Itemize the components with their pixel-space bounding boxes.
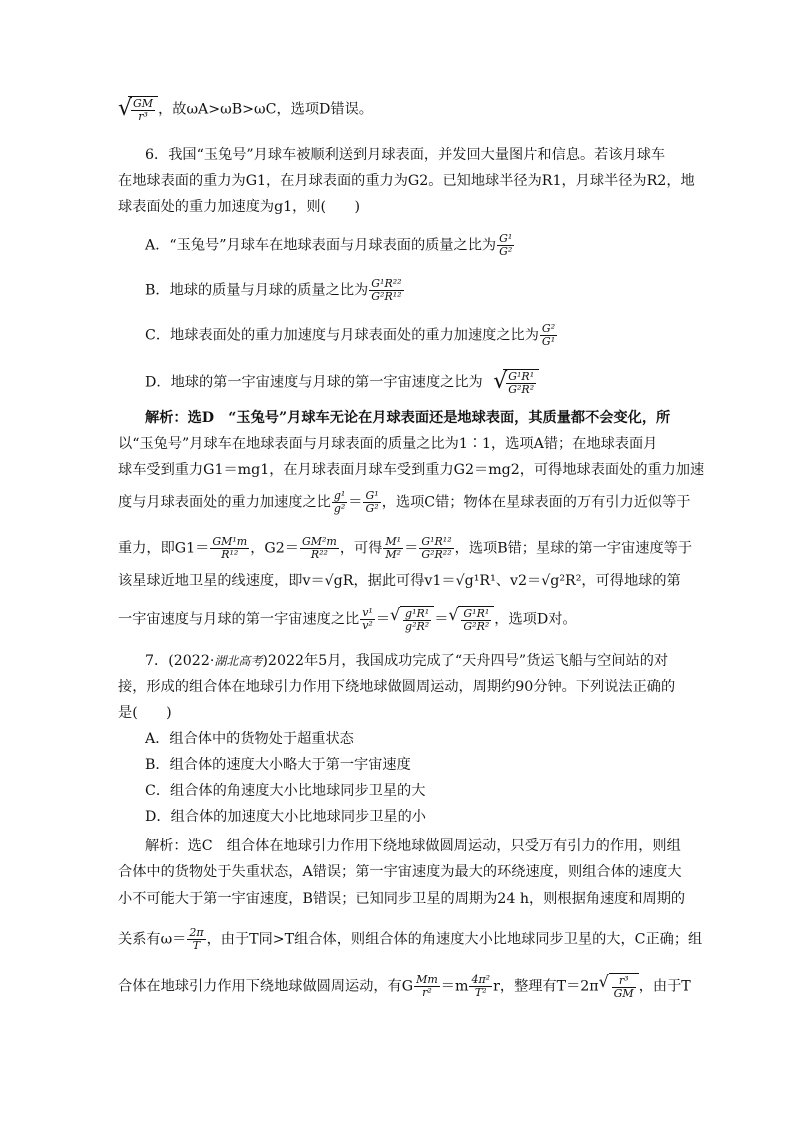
q6-stem-line3: 球表面处的重力加速度为g1，则( ) bbox=[118, 199, 360, 215]
q6-option-b bbox=[145, 278, 405, 303]
q7-analysis-line3: 小不可能大于第一宇宙速度，B错误；已知同步卫星的周期为24 h，则根据角速度和周期的 bbox=[118, 891, 686, 907]
q6-option-d-label: D．地球的第一宇宙速度与月球的第一宇宙速度之比为 bbox=[145, 374, 483, 391]
q7-source-tag: 湖北高考 bbox=[214, 654, 263, 668]
q6-stem-line2: 在地球表面的重力为G1，在月球表面的重力为G2。已知地球半径为R1，月球半径为R2，地 bbox=[118, 173, 695, 189]
q6-option-c-frac: $\frac{\text{G²}}{\text{G¹}}$ bbox=[541, 322, 556, 348]
sqrt-gm-r3: √ $\frac{GM}{\text{r³}}$ bbox=[118, 96, 158, 123]
top-tail-line bbox=[118, 96, 373, 123]
q6-analysis-line4: 度与月球表面处的重力加速度之比 $\frac{\text{g¹}}{\text{g²}}$ ＝ $\frac{\text{G¹}}{\text{G²}}$ ，选项C错；物体在星球表面的万有引力近似等于 bbox=[118, 489, 691, 515]
q7-analysis-line2: 合体中的货物处于失重状态，A错误；第一宇宙速度为最大的环绕速度，则组合体的速度大 bbox=[118, 864, 682, 880]
q6-analysis-line6: 该星球近地卫星的线速度，即v＝√gR，据此可得v1＝√g¹R¹、v2＝√g²R²，可得地球的第 bbox=[118, 573, 681, 589]
q6-analysis-line3: 球车受到重力G1＝mg1，在月球表面月球车受到重力G2＝mg2，可得地球表面处的重力加速 bbox=[118, 462, 705, 478]
q7-option-c: C．组合体的角速度大小比地球同步卫星的大 bbox=[145, 783, 426, 799]
q7-option-b: B．组合体的速度大小略大于第一宇宙速度 bbox=[145, 757, 411, 773]
q6-stem-line1: 6．我国“玉兔号”月球车被顺利送到月球表面，并发回大量图片和信息。若该月球车 bbox=[145, 147, 666, 163]
q7-analysis-line1: 解析：选C 组合体在地球引力作用下绕地球做圆周运动，只受万有引力的作用，则组 bbox=[145, 838, 681, 854]
q6-option-d-sqrt: √ $\frac{\text{G¹R¹}}{\text{G²R²}}$ bbox=[493, 369, 539, 396]
q6-option-a-label: A．“玉兔号”月球车在地球表面与月球表面的质量之比为 bbox=[145, 237, 497, 254]
q6-option-a-frac: $\frac{\text{G¹}}{\text{G²}}$ bbox=[499, 232, 513, 258]
top-tail-text: ，故ωA>ωB>ωC，选项D错误。 bbox=[158, 101, 373, 118]
q7-stem-line1: 7．(2022·湖北高考)2022年5月，我国成功完成了“天舟四号”货运飞船与空间站的对 bbox=[145, 653, 669, 669]
q6-option-d bbox=[145, 369, 539, 396]
q6-analysis-line2: 以“玉兔号”月球车在地球表面与月球表面的质量之比为1∶1，选项A错；在地球表面月 bbox=[118, 436, 658, 452]
q7-option-a: A．组合体中的货物处于超重状态 bbox=[145, 731, 354, 747]
q7-stem-line3: 是( ) bbox=[118, 705, 172, 721]
q7-analysis-line4: 关系有ω＝ $\frac{2\pi}{T}$ ，由于T同>T组合体，则组合体的角速度大小比地球同步卫星的大，C正确；组 bbox=[118, 926, 703, 952]
q6-option-b-label: B．地球的质量与月球的质量之比为 bbox=[145, 282, 369, 299]
q6-option-a bbox=[145, 233, 515, 258]
q6-option-c-label: C．地球表面处的重力加速度与月球表面处的重力加速度之比为 bbox=[145, 327, 539, 344]
q7-option-d: D．组合体的加速度大小比地球同步卫星的小 bbox=[145, 809, 426, 825]
q6-analysis-line1: 解析：选D “玉兔号”月球车无论在月球表面还是地球表面，其质量都不会变化，所 bbox=[145, 410, 671, 426]
q6-analysis-line7: 一宇宙速度与月球的第一宇宙速度之比 $\frac{\text{v¹}}{\text{v²}}$ ＝ √ $\frac{\text{g¹R¹}}{\text{g²R²}}$ ＝ √ $\frac{\text{G¹R¹}}{\text{G²R²}}$ ，选项D对。 bbox=[118, 605, 577, 633]
q6-analysis-line5: 重力，即G1＝ $\frac{\text{GM¹m}}{\text{R¹²}}$ ，G2＝ $\frac{\text{GM²m}}{\text{R²²}}$ ，可得 $\frac{\text{M¹}}{\text{M²}}$ ＝ $\frac{\text{G¹R¹²}}{\text{G²R²²}}$ ，选项B错；星球的第一宇宙速度等于 bbox=[118, 535, 693, 561]
q7-stem-line2: 接，形成的组合体在地球引力作用下绕地球做圆周运动，周期约90分钟。下列说法正确的 bbox=[118, 679, 676, 695]
q6-option-b-frac: $\frac{\text{G¹R²²}}{\text{G²R¹²}}$ bbox=[371, 277, 402, 303]
q6-option-c bbox=[145, 323, 558, 348]
q7-analysis-line5: 合体在地球引力作用下绕地球做圆周运动，有G $\frac{Mm}{\text{r²}}$ ＝m $\frac{\text{4π²}}{\text{T²}}$ r，整理有T＝2π √ $\frac{\text{r³}}{GM}$ ，由于T bbox=[118, 972, 691, 1000]
